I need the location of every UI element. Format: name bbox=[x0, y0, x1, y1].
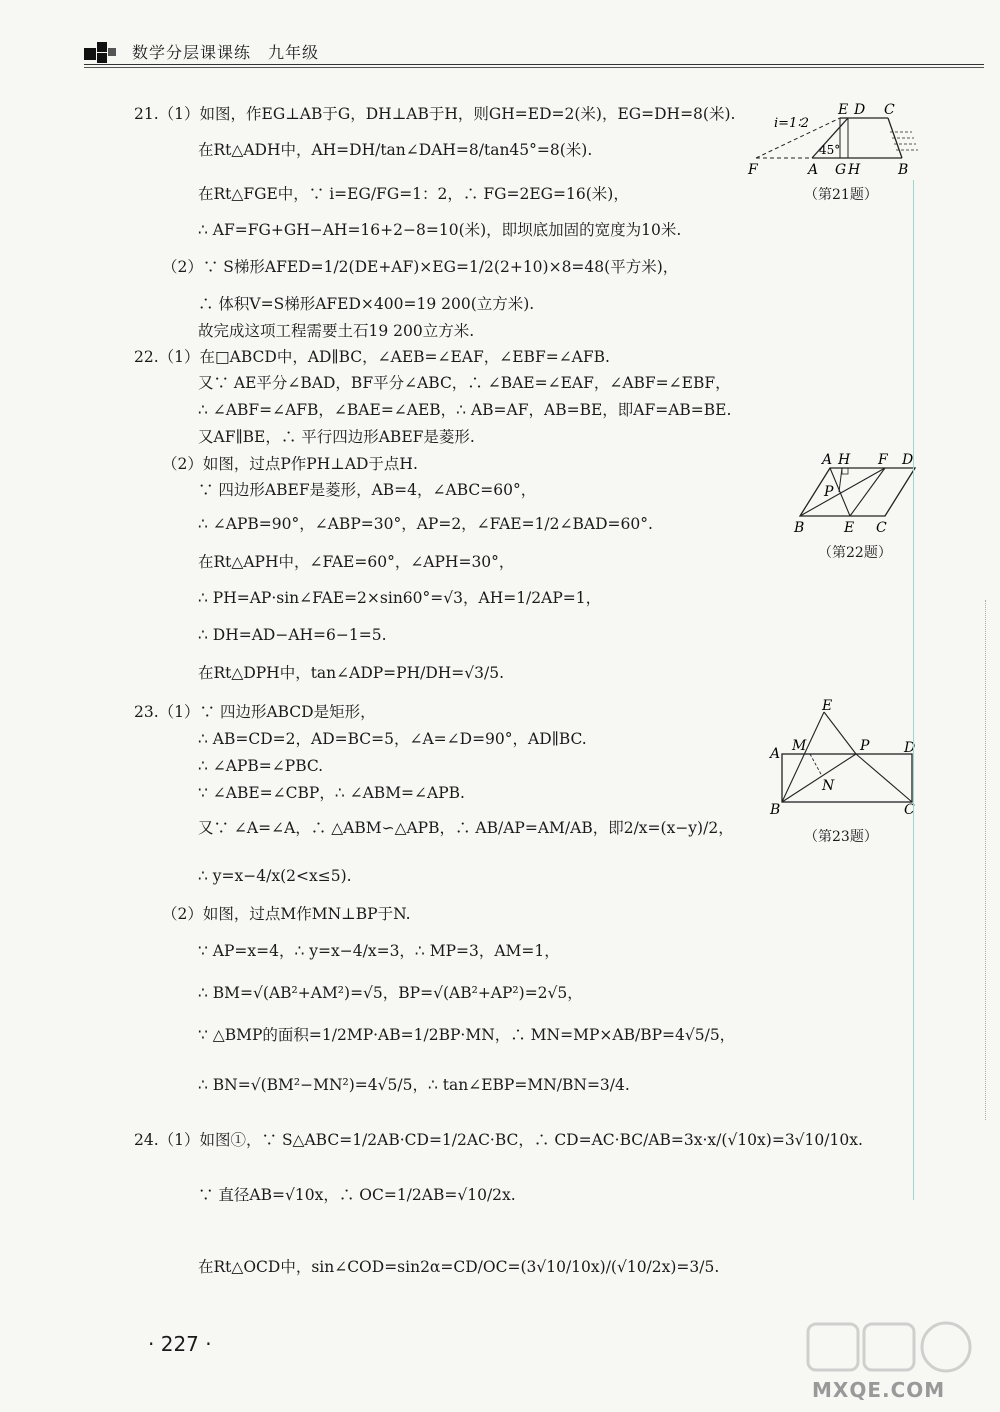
header-divider-thin bbox=[84, 67, 984, 68]
text-line: 在Rt△FGE中，∵ i=EG/FG=1：2，∴ FG=2EG=16(米)， bbox=[198, 185, 629, 203]
text-line: 又AF∥BE，∴ 平行四边形ABEF是菱形. bbox=[198, 428, 475, 446]
figure-23-caption: （第23题） bbox=[804, 829, 878, 845]
text-line: 23.（1）∵ 四边形ABCD是矩形， bbox=[134, 703, 376, 721]
text-line: 在Rt△DPH中，tan∠ADP=PH/DH=√3/5. bbox=[198, 664, 505, 682]
fig21-label-f: F bbox=[748, 162, 758, 178]
figure-21-diagram bbox=[740, 100, 930, 180]
fig22-label-p: P bbox=[824, 484, 834, 500]
fig23-label-p: P bbox=[860, 738, 870, 754]
text-line: 故完成这项工程需要土石19 200立方米. bbox=[198, 322, 475, 340]
text-line: ∴ PH=AP·sin∠FAE=2×sin60°=√3，AH=1/2AP=1， bbox=[198, 589, 602, 607]
figure-22-diagram bbox=[790, 448, 920, 538]
fig21-label-a: A bbox=[808, 162, 819, 178]
text-line: 22.（1）在□ABCD中，AD∥BC，∠AEB=∠EAF，∠EBF=∠AFB. bbox=[134, 348, 610, 366]
text-line: ∴ y=x−4/x(2<x≤5). bbox=[198, 867, 352, 885]
text-line: 在Rt△ADH中，AH=DH/tan∠DAH=8/tan45°=8(米). bbox=[198, 141, 593, 159]
figure-21 bbox=[740, 100, 930, 180]
book-title: 数学分层课课练 九年级 bbox=[132, 43, 320, 62]
text-line: ∵ 直径AB=√10x，∴ OC=1/2AB=√10/2x. bbox=[198, 1186, 516, 1204]
book-logo-icon bbox=[84, 42, 122, 64]
text-line: 又∵ ∠A=∠A，∴ △ABM∽△APB，∴ AB/AP=AM/AB，即2/x=(x−y)/2， bbox=[198, 819, 734, 837]
text-line: 21.（1）如图，作EG⊥AB于G，DH⊥AB于H，则GH=ED=2(米)，EG=DH=8(米). bbox=[134, 105, 736, 123]
fig21-label-d: D bbox=[854, 102, 866, 118]
fig23-label-a: A bbox=[770, 746, 781, 762]
text-line: 在Rt△APH中，∠FAE=60°，∠APH=30°， bbox=[198, 553, 515, 571]
text-line: 又∵ AE平分∠BAD，BF平分∠ABC，∴ ∠BAE=∠EAF，∠ABF=∠EBF， bbox=[198, 374, 731, 392]
fig21-label-slope: i=1∶2 bbox=[774, 116, 809, 131]
text-line: ∴ ∠ABF=∠AFB，∠BAE=∠AEB，∴ AB=AF，AB=BE，即AF=AB=BE. bbox=[198, 401, 732, 419]
text-line: ∵ AP=x=4，∴ y=x−4/x=3，∴ MP=3，AM=1， bbox=[198, 942, 560, 960]
fig22-label-h: H bbox=[838, 452, 851, 468]
fig22-label-c: C bbox=[876, 520, 887, 536]
fig23-label-e: E bbox=[822, 698, 833, 714]
text-line: ∴ AF=FG+GH−AH=16+2−8=10(米)，即坝底加固的宽度为10米. bbox=[198, 221, 682, 239]
text-line: ∵ △BMP的面积=1/2MP·AB=1/2BP·MN，∴ MN=MP×AB/BP=4√5/5， bbox=[198, 1026, 736, 1044]
fig21-label-h: H bbox=[848, 162, 861, 178]
text-line: ∴ ∠APB=∠PBC. bbox=[198, 757, 324, 775]
margin-line bbox=[913, 180, 914, 1200]
fig22-label-a: A bbox=[822, 452, 833, 468]
text-line: （2）∵ S梯形AFED=1/2(DE+AF)×EG=1/2(2+10)×8=48(平方米)， bbox=[162, 258, 679, 276]
text-line: ∴ 体积V=S梯形AFED×400=19 200(立方米). bbox=[198, 295, 535, 313]
fig22-label-d: D bbox=[902, 452, 914, 468]
page-number: · 227 · bbox=[148, 1332, 212, 1356]
text-line: ∵ ∠ABE=∠CBP，∴ ∠ABM=∠APB. bbox=[198, 784, 465, 802]
text-line: ∴ DH=AD−AH=6−1=5. bbox=[198, 626, 387, 644]
figure-23 bbox=[766, 698, 926, 818]
text-line: 在Rt△OCD中，sin∠COD=sin2α=CD/OC=(3√10/10x)/(√10/2x)=3/5. bbox=[198, 1258, 720, 1276]
fig22-label-e: E bbox=[844, 520, 855, 536]
fig21-label-b: B bbox=[898, 162, 909, 178]
fig23-label-d: D bbox=[904, 740, 916, 756]
fig23-label-n: N bbox=[822, 778, 835, 794]
fig22-label-b: B bbox=[794, 520, 805, 536]
text-line: 24.（1）如图①，∵ S△ABC=1/2AB·CD=1/2AC·BC，∴ CD=AC·BC/AB=3x·x/(√10x)=3√10/10x. bbox=[134, 1131, 863, 1149]
figure-21-caption: （第21题） bbox=[804, 187, 878, 203]
header-divider bbox=[84, 64, 984, 65]
fig21-label-g: G bbox=[835, 162, 847, 178]
text-line: ∴ BN=√(BM²−MN²)=4√5/5，∴ tan∠EBP=MN/BN=3/4. bbox=[198, 1076, 630, 1094]
text-line: ∴ BM=√(AB²+AM²)=√5，BP=√(AB²+AP²)=2√5， bbox=[198, 984, 583, 1002]
fig21-label-e: E bbox=[838, 102, 849, 118]
fig23-label-m: M bbox=[792, 738, 807, 754]
fig21-label-c: C bbox=[884, 102, 895, 118]
fig21-label-angle: 45° bbox=[819, 143, 841, 157]
fig22-label-f: F bbox=[878, 452, 888, 468]
text-line: ∴ ∠APB=90°，∠ABP=30°，AP=2，∠FAE=1/2∠BAD=60°. bbox=[198, 515, 653, 533]
text-line: ∵ 四边形ABEF是菱形，AB=4，∠ABC=60°， bbox=[198, 481, 537, 499]
watermark-text: MXQE.COM bbox=[812, 1378, 946, 1402]
text-line: （2）如图，过点P作PH⊥AD于点H. bbox=[162, 455, 418, 473]
fig23-label-c: C bbox=[904, 802, 915, 818]
text-line: （2）如图，过点M作MN⊥BP于N. bbox=[162, 905, 411, 923]
text-line: ∴ AB=CD=2，AD=BC=5，∠A=∠D=90°，AD∥BC. bbox=[198, 730, 587, 748]
figure-23-diagram bbox=[766, 698, 926, 818]
fig23-label-b: B bbox=[770, 802, 781, 818]
figure-22-caption: （第22题） bbox=[818, 545, 892, 561]
margin-dotted-line bbox=[985, 600, 986, 1120]
page-header bbox=[84, 38, 984, 68]
figure-22 bbox=[790, 448, 920, 538]
